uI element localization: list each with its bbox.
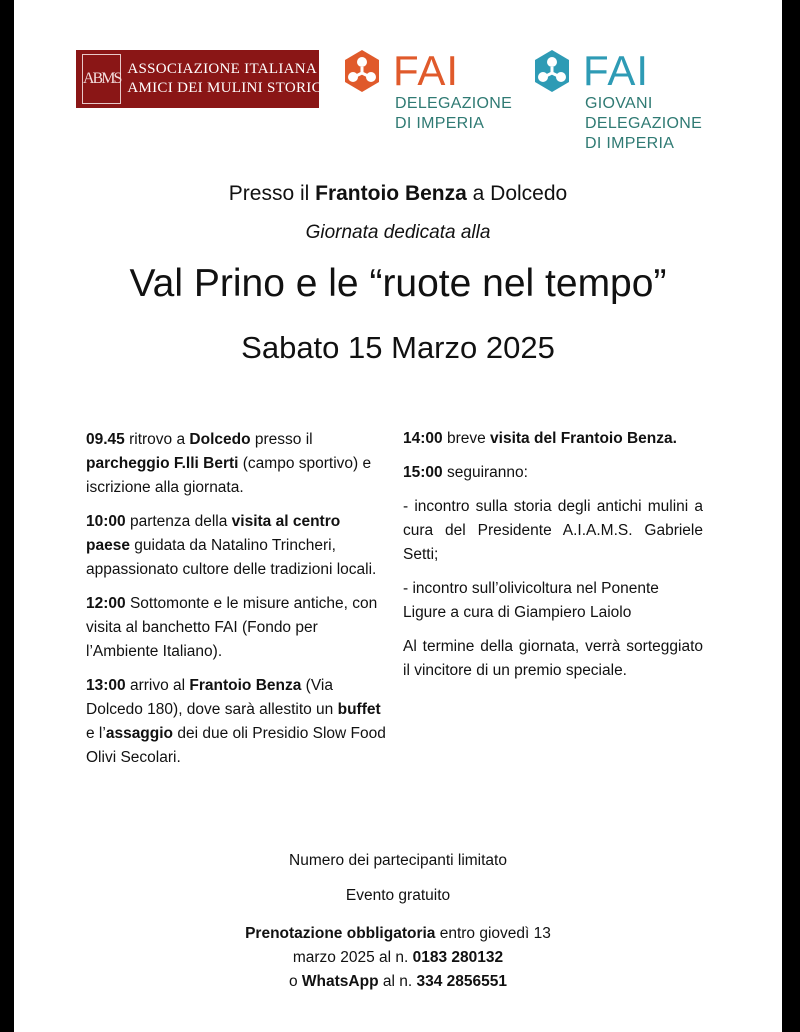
time: 13:00 [86,677,126,694]
text: ritrovo a [124,431,190,448]
bold-text: Frantoio Benza [189,677,302,694]
fai-giovani-logo [529,48,702,154]
free-event: Evento gratuito [345,887,451,904]
text: (Via Dolcedo 180), dove sarà allestito un [86,677,338,718]
aiams-logo [76,50,328,108]
bold-text: visita al centro paese [86,513,341,554]
booking-text: o [288,973,302,990]
fai-giovani-sub1: GIOVANI [585,95,653,112]
time: 15:00 [403,464,443,481]
program-right-column [403,427,703,693]
program-item: - incontro sull’olivicoltura nel Ponente Ligure a cura di Giampiero Laiolo [403,580,659,621]
fai-emblem-icon [339,48,385,94]
aiams-monogram: ABMS [82,54,121,104]
fai-delegazione-logo [339,48,512,134]
participants-limited: Numero dei partecipanti limitato [289,852,507,869]
fai-giovani-sub2: DELEGAZIONE [585,115,703,132]
time: 09.45 [86,431,125,448]
program-item: - incontro sulla storia degli antichi mulini a cura del Presidente A.I.A.M.S. Gabriele Setti; [403,498,703,563]
booking-text: marzo 2025 al n. [292,949,413,966]
text: Sottomonte e le misure antiche, con visita al banchetto FAI (Fondo per l’Ambiente Italiano). [86,595,378,660]
venue-line [14,182,782,206]
venue-prefix: Presso il [228,182,316,205]
time: 10:00 [86,513,126,530]
whatsapp-number: 334 2856551 [416,973,507,990]
bold-text: buffet [337,701,381,718]
text: breve [442,430,491,447]
program-item [86,674,386,770]
bold-text: parcheggio F.lli Berti [86,455,239,472]
fai-giovani-wordmark: FAI [583,47,650,94]
bold-text: Dolcedo [189,431,251,448]
text: e l’ [86,725,106,742]
venue-name: Frantoio Benza [315,182,467,205]
booking-required: Prenotazione obbligatoria [245,925,436,942]
fai-giovani-emblem-icon [529,48,575,94]
fai-delegazione-sub2: DI IMPERIA [395,115,485,132]
program-item: Al termine della giornata, verrà sorteggiato il vincitore di un premio speciale. [403,638,703,679]
program-item [86,510,386,582]
program-item [403,427,703,451]
program-left-column [86,428,386,780]
event-date: Sabato 15 Marzo 2025 [241,330,555,365]
fai-wordmark: FAI [393,47,460,94]
fai-giovani-sub3: DI IMPERIA [585,135,675,152]
event-title: Val Prino e le “ruote nel tempo” [129,262,667,305]
text: guidata da Natalino Trincheri, appassionato cultore delle tradizioni locali. [86,537,377,578]
program-item [86,428,386,500]
booking-text: entro giovedì 13 [435,925,551,942]
aiams-logo-text [127,60,327,98]
bold-text: visita del Frantoio Benza. [490,430,677,447]
whatsapp-label: WhatsApp [301,973,379,990]
aiams-line2: AMICI DEI MULINI STORICI [127,80,328,96]
time: 14:00 [403,430,443,447]
subtitle: Giornata dedicata alla [305,222,491,243]
text: partenza della [125,513,232,530]
aiams-line1: ASSOCIAZIONE ITALIANA [127,61,318,77]
booking-info [14,922,782,994]
program-item [403,461,703,485]
text: arrivo al [125,677,190,694]
phone-number: 0183 280132 [412,949,504,966]
text: dei due oli Presidio Slow Food Olivi Secolari. [86,725,386,766]
program-item [86,592,386,664]
bold-text: assaggio [105,725,174,742]
flyer-page [14,0,782,1032]
booking-text: al n. [378,973,417,990]
venue-suffix: a Dolcedo [466,182,568,205]
text: presso il [250,431,313,448]
fai-delegazione-sub1: DELEGAZIONE [395,95,513,112]
text: (campo sportivo) e iscrizione alla giornata. [86,455,372,496]
time: 12:00 [86,595,126,612]
text: seguiranno: [442,464,528,481]
